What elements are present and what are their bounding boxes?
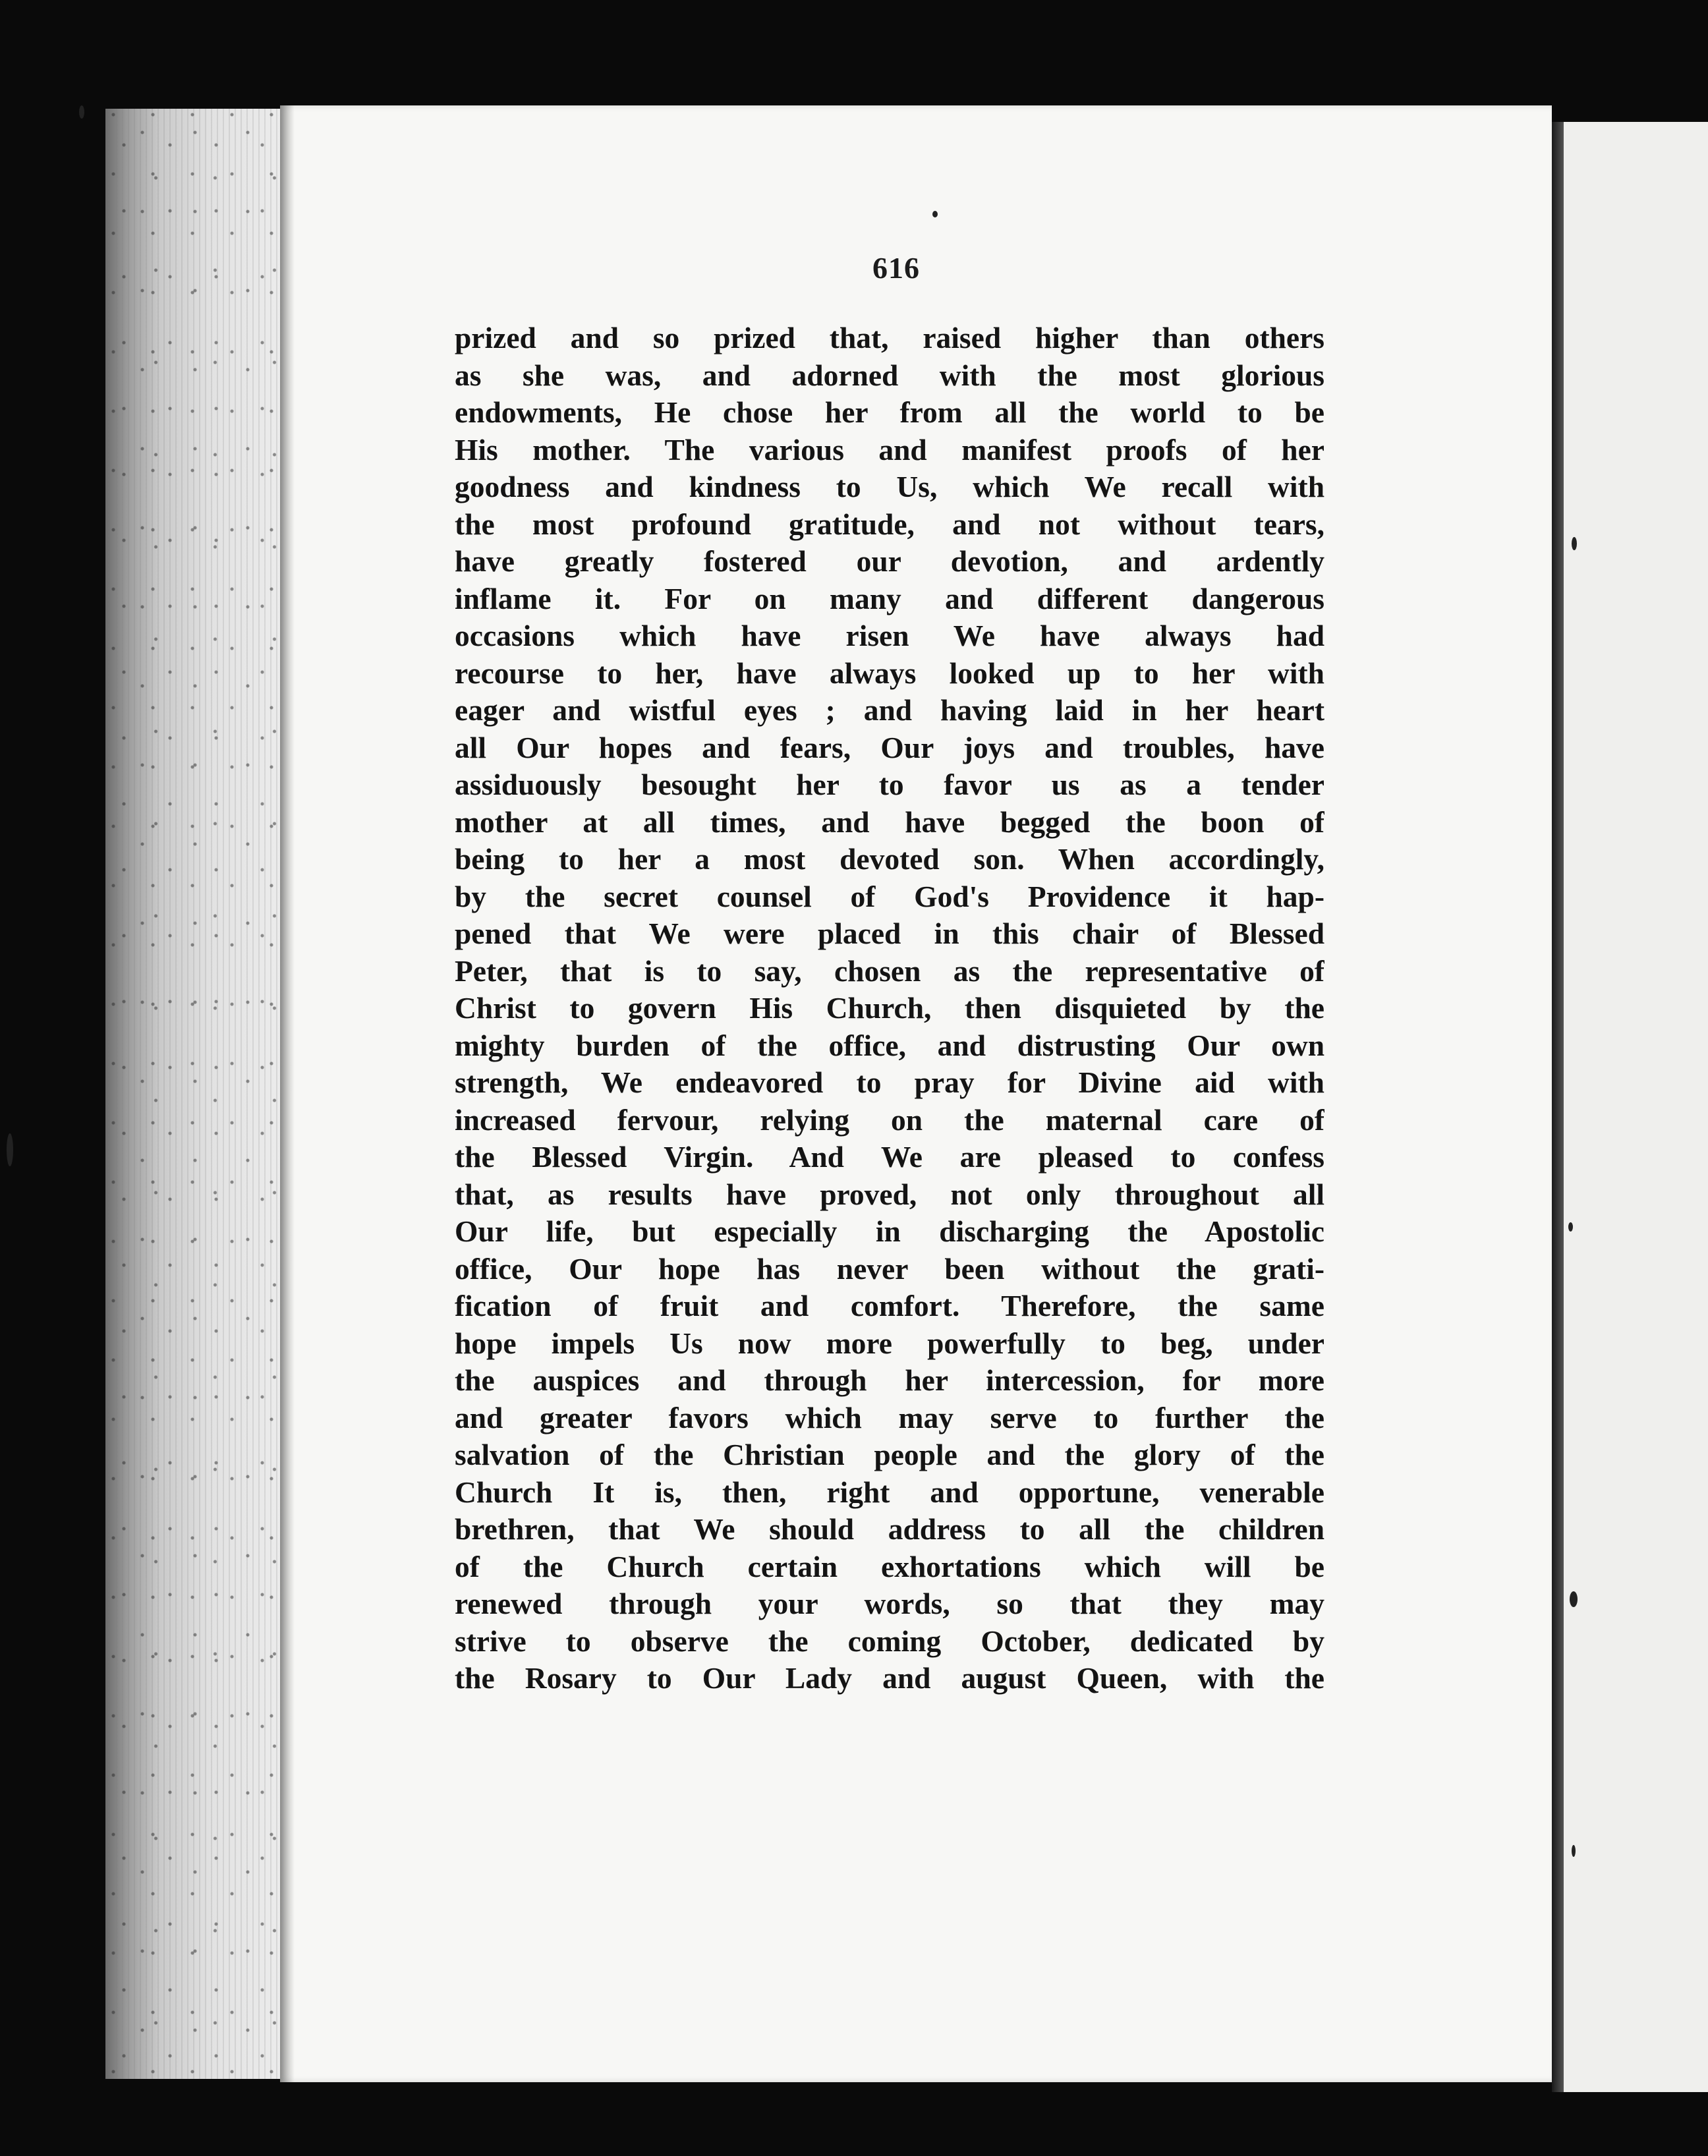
text-line: strength, We endeavored to pray for Divine aid with bbox=[455, 1065, 1324, 1099]
text-line: mighty burden of the office, and distrusting Our own bbox=[455, 1028, 1324, 1062]
text-line: Church It is, then, right and opportune, venerable bbox=[455, 1475, 1324, 1509]
text-line: Our life, but especially in discharging the Apostolic bbox=[455, 1214, 1324, 1248]
speck bbox=[1572, 537, 1577, 550]
text-line: that, as results have proved, not only throughout all bbox=[455, 1177, 1324, 1211]
text-line: have greatly fostered our devotion, and ardently bbox=[455, 544, 1324, 578]
page-number: 616 bbox=[872, 251, 920, 285]
body-text bbox=[455, 320, 1324, 1697]
text-line: by the secret counsel of God's Providence it hap- bbox=[455, 879, 1324, 913]
speck bbox=[1570, 1591, 1578, 1607]
gutter-shadow bbox=[280, 105, 295, 2082]
text-line: being to her a most devoted son. When accordingly, bbox=[455, 842, 1324, 876]
text-line: fication of fruit and comfort. Therefore, the same bbox=[455, 1289, 1324, 1322]
text-line: salvation of the Christian people and the glory of the bbox=[455, 1438, 1324, 1471]
text-line: Christ to govern His Church, then disquieted by the bbox=[455, 991, 1324, 1025]
text-line: the auspices and through her intercession, for more bbox=[455, 1363, 1324, 1397]
text-line: renewed through your words, so that they may bbox=[455, 1587, 1324, 1620]
text-line: recourse to her, have always looked up to her with bbox=[455, 656, 1324, 690]
text-line: the Blessed Virgin. And We are pleased to confess bbox=[455, 1140, 1324, 1174]
text-line: office, Our hope has never been without the grati- bbox=[455, 1251, 1324, 1286]
text-line: His mother. The various and manifest proofs of her bbox=[455, 432, 1324, 467]
text-line: endowments, He chose her from all the world to be bbox=[455, 395, 1324, 429]
text-line: hope impels Us now more powerfully to beg, under bbox=[455, 1326, 1324, 1360]
text-line: brethren, that We should address to all the children bbox=[455, 1512, 1324, 1546]
speck bbox=[1568, 1222, 1573, 1232]
text-line: all Our hopes and fears, Our joys and troubles, have bbox=[455, 730, 1324, 764]
speck bbox=[7, 1133, 13, 1166]
text-line: eager and wistful eyes ; and having laid in her heart bbox=[455, 693, 1324, 727]
text-line: occasions which have risen We have always had bbox=[455, 619, 1324, 652]
left-page-stack bbox=[105, 109, 283, 2079]
speck bbox=[79, 105, 84, 119]
binding-edge bbox=[1552, 122, 1564, 2092]
speck bbox=[1572, 1845, 1576, 1857]
text-line: as she was, and adorned with the most glorious bbox=[455, 358, 1324, 392]
text-line: and greater favors which may serve to further the bbox=[455, 1400, 1324, 1434]
text-line: strive to observe the coming October, dedicated by bbox=[455, 1624, 1324, 1658]
text-line: of the Church certain exhortations which will be bbox=[455, 1549, 1324, 1583]
right-page-edge bbox=[1552, 122, 1708, 2092]
text-line: pened that We were placed in this chair of Blessed bbox=[455, 917, 1324, 950]
text-line: goodness and kindness to Us, which We recall with bbox=[455, 470, 1324, 503]
text-line: the most profound gratitude, and not without tears, bbox=[455, 507, 1324, 541]
text-line: mother at all times, and have begged the boon of bbox=[455, 805, 1324, 839]
text-line: assiduously besought her to favor us as a tender bbox=[455, 768, 1324, 801]
text-line: Peter, that is to say, chosen as the representative of bbox=[455, 953, 1324, 988]
text-line: prized and so prized that, raised higher than others bbox=[455, 321, 1324, 355]
text-line: the Rosary to Our Lady and august Queen, with the bbox=[455, 1661, 1324, 1695]
page-edge-speckle bbox=[105, 109, 283, 2079]
speck bbox=[932, 211, 938, 217]
text-line: inflame it. For on many and different dangerous bbox=[455, 581, 1324, 615]
text-line: increased fervour, relying on the maternal care of bbox=[455, 1102, 1324, 1137]
